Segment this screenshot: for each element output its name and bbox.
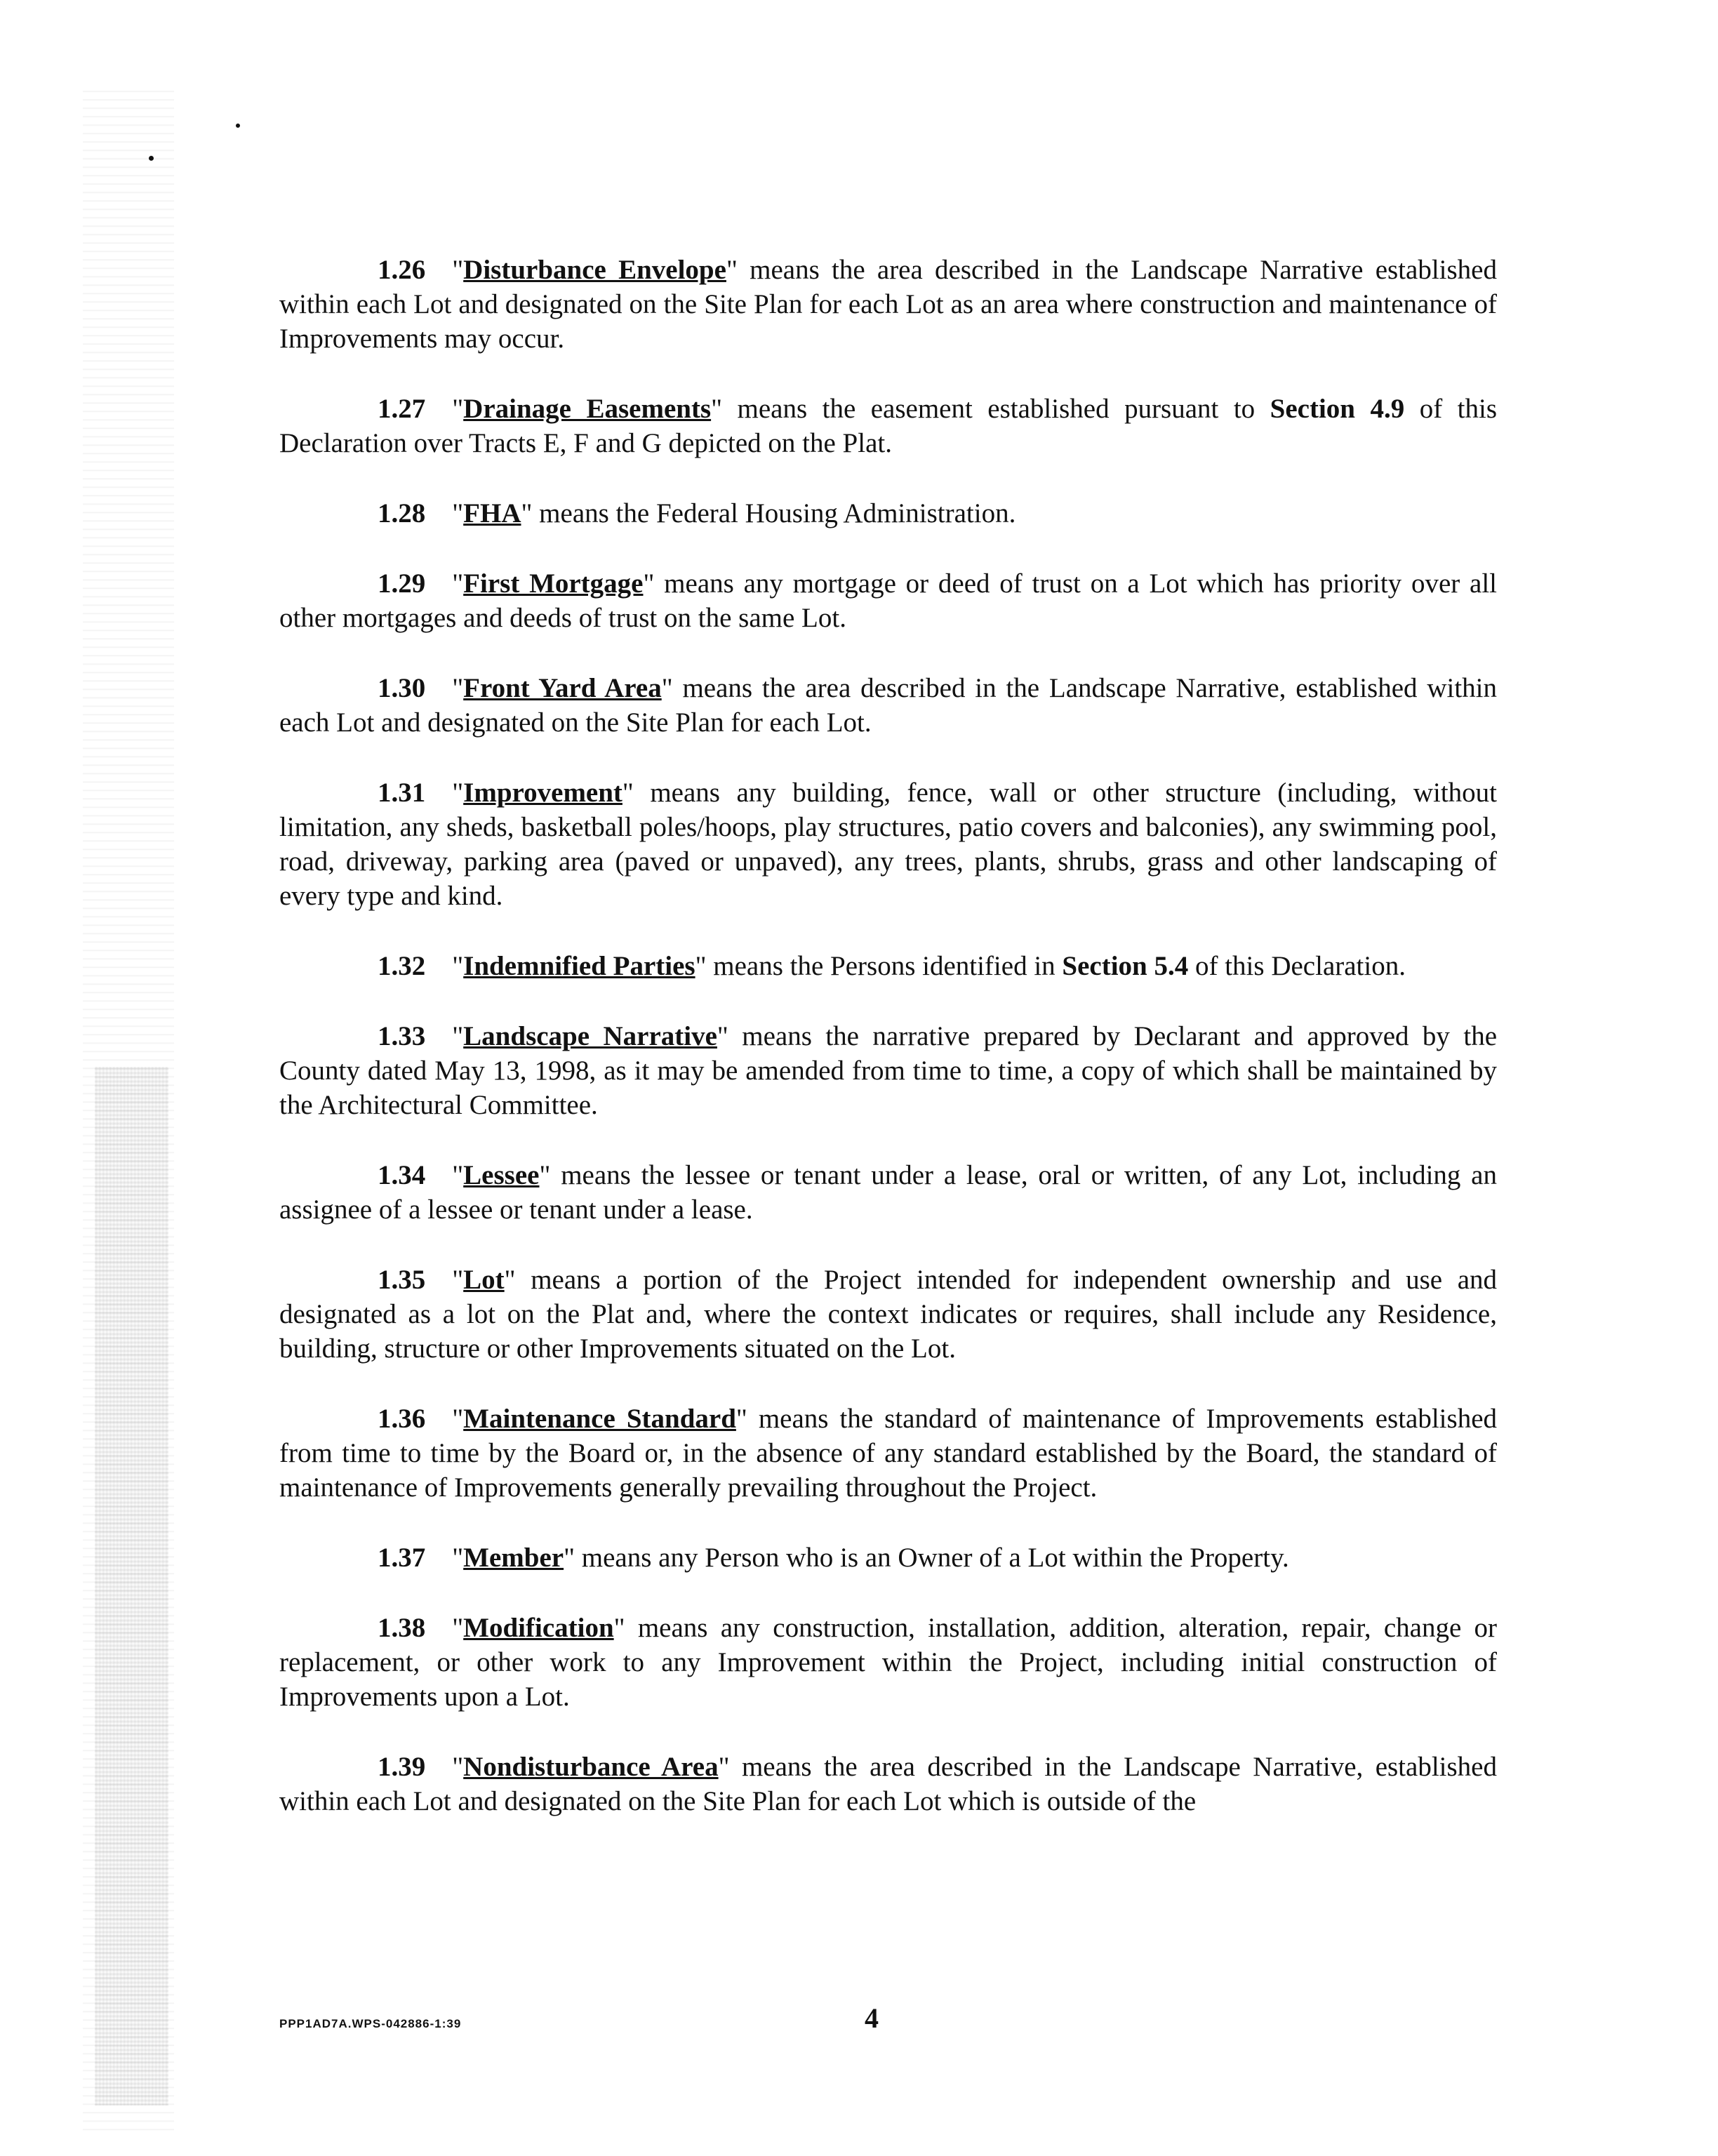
defined-term: Disturbance Envelope	[463, 255, 726, 285]
definition-1-35: 1.35 "Lot" means a portion of the Project intended for independent ownership and use and designated as a lot on the Plat and, where the context indicates or requires, shall include any Residence, building, structure or other Improvements situated on the Lot.	[279, 1263, 1497, 1366]
definition-text: means the area described in the Landscape Narrative, established within each Lot and designated on the Site Plan for each Lot which is outside of the	[279, 1752, 1497, 1816]
definition-number: 1.27	[378, 394, 426, 424]
definition-1-27: 1.27 "Drainage Easements" means the easement established pursuant to Section 4.9 of this Declaration over Tracts E, F and G depicted on the Plat.	[279, 392, 1497, 460]
definition-1-30: 1.30 "Front Yard Area" means the area described in the Landscape Narrative, established within each Lot and designated on the Site Plan for each Lot.	[279, 671, 1497, 740]
definition-text: means the standard of maintenance of Improvements established from time to time by the Board or, in the absence of any standard established by the Board, the standard of maintenance of Improvements generally prevailing throughout the Project.	[279, 1404, 1498, 1503]
defined-term: Nondisturbance Area	[463, 1752, 719, 1782]
definition-text: means the area described in the Landscape Narrative, established within each Lot and designated on the Site Plan for each Lot.	[279, 673, 1497, 738]
definition-text: means the lessee or tenant under a lease, oral or written, of any Lot, including an assignee of a lessee or tenant under a lease.	[279, 1160, 1497, 1225]
definition-text: means any mortgage or deed of trust on a Lot which has priority over all other mortgages and deeds of trust on the same Lot.	[279, 568, 1497, 633]
definition-number: 1.37	[378, 1543, 426, 1573]
defined-term: Front Yard Area	[463, 673, 662, 703]
definition-number: 1.33	[378, 1021, 426, 1051]
definition-text: means the Federal Housing Administration.	[539, 498, 1016, 528]
definition-1-32: 1.32 "Indemnified Parties" means the Persons identified in Section 5.4 of this Declaration.	[279, 949, 1497, 983]
definition-number: 1.26	[378, 255, 426, 285]
defined-term: Modification	[463, 1613, 614, 1643]
defined-term: Lessee	[463, 1160, 540, 1190]
definition-1-26: 1.26 "Disturbance Envelope" means the area described in the Landscape Narrative established within each Lot and designated on the Site Plan for each Lot as an area where construction and maintenance of Improvements may occur.	[279, 253, 1497, 356]
defined-term: Lot	[463, 1265, 505, 1295]
defined-term: Improvement	[463, 778, 622, 808]
definition-text: of this Declaration.	[1194, 951, 1406, 981]
definition-text: means the narrative prepared by Declarant and approved by the County dated May 13, 1998, as it may be amended from time to time, a copy of which shall be maintained by the Architectural Committee.	[279, 1021, 1497, 1120]
scan-edge-noise-dark	[95, 1067, 168, 2105]
definition-text: means any construction, installation, addition, alteration, repair, change or replacement, or other work to any Improvement within the Project, including initial construction of Improvements upon a Lot.	[279, 1613, 1497, 1712]
definition-text: means the area described in the Landscape Narrative established within each Lot and designated on the Site Plan for each Lot as an area where construction and maintenance of Improvements may occur.	[279, 255, 1497, 354]
definition-text: means any Person who is an Owner of a Lot within the Property.	[581, 1543, 1289, 1573]
definition-1-29: 1.29 "First Mortgage" means any mortgage or deed of trust on a Lot which has priority over all other mortgages and deeds of trust on the same Lot.	[279, 566, 1497, 635]
section-reference: Section 4.9	[1270, 394, 1405, 424]
scan-speck	[236, 124, 240, 128]
definition-text: of this Declaration over Tracts E, F and G depicted on the Plat.	[279, 394, 1498, 458]
defined-term: Drainage Easements	[463, 394, 712, 424]
definition-1-39: 1.39 "Nondisturbance Area" means the area described in the Landscape Narrative, established within each Lot and designated on the Site Plan for each Lot which is outside of the	[279, 1750, 1497, 1818]
definition-number: 1.36	[378, 1404, 426, 1434]
definitions-list	[279, 253, 1497, 1854]
defined-term: Indemnified Parties	[463, 951, 695, 981]
definition-1-37: 1.37 "Member" means any Person who is an Owner of a Lot within the Property.	[279, 1541, 1497, 1575]
definition-1-33: 1.33 "Landscape Narrative" means the narrative prepared by Declarant and approved by the County dated May 13, 1998, as it may be amended from time to time, a copy of which shall be maintained by the Architectural Committee.	[279, 1019, 1497, 1122]
scan-speck	[149, 156, 154, 161]
definition-number: 1.29	[378, 568, 426, 599]
definition-1-28: 1.28 "FHA" means the Federal Housing Administration.	[279, 496, 1497, 531]
definition-number: 1.38	[378, 1613, 426, 1643]
defined-term: First Mortgage	[463, 568, 644, 599]
defined-term: Landscape Narrative	[463, 1021, 717, 1051]
definition-text: means the easement established pursuant to	[737, 394, 1256, 424]
definition-number: 1.35	[378, 1265, 426, 1295]
definition-1-34: 1.34 "Lessee" means the lessee or tenant under a lease, oral or written, of any Lot, including an assignee of a lessee or tenant under a lease.	[279, 1158, 1497, 1227]
page-number: 4	[865, 2002, 879, 2034]
footer-document-code: PPP1AD7A.WPS-042886-1:39	[279, 2017, 462, 2030]
definition-1-38: 1.38 "Modification" means any construction, installation, addition, alteration, repair, change or replacement, or other work to any Improvement within the Project, including initial construction of Improvements upon a Lot.	[279, 1611, 1497, 1714]
definition-number: 1.39	[378, 1752, 426, 1782]
definition-number: 1.30	[378, 673, 426, 703]
definition-number: 1.32	[378, 951, 426, 981]
defined-term: FHA	[463, 498, 521, 528]
defined-term: Member	[463, 1543, 564, 1573]
definition-1-36: 1.36 "Maintenance Standard" means the standard of maintenance of Improvements established from time to time by the Board or, in the absence of any standard established by the Board, the standard of maintenance of Improvements generally prevailing throughout the Project.	[279, 1402, 1497, 1505]
definition-text: means the Persons identified in	[713, 951, 1056, 981]
definition-number: 1.34	[378, 1160, 426, 1190]
defined-term: Maintenance Standard	[463, 1404, 736, 1434]
definition-number: 1.28	[378, 498, 426, 528]
definition-1-31: 1.31 "Improvement" means any building, fence, wall or other structure (including, without limitation, any sheds, basketball poles/hoops, play structures, patio covers and balconies), any swimming pool, road, driveway, parking area (paved or unpaved), any trees, plants, shrubs, grass and other landscaping of every type and kind.	[279, 776, 1497, 913]
definition-text: means a portion of the Project intended for independent ownership and use and designated as a lot on the Plat and, where the context indicates or requires, shall include any Residence, building, structure or other Improvements situated on the Lot.	[279, 1265, 1498, 1364]
definition-text: means any building, fence, wall or other structure (including, without limitation, any sheds, basketball poles/hoops, play structures, patio covers and balconies), any swimming pool, road, driveway, parking area (paved or unpaved), any trees, plants, shrubs, grass and other landscaping of every type and kind.	[279, 778, 1497, 911]
section-reference: Section 5.4	[1062, 951, 1189, 981]
definition-number: 1.31	[378, 778, 426, 808]
